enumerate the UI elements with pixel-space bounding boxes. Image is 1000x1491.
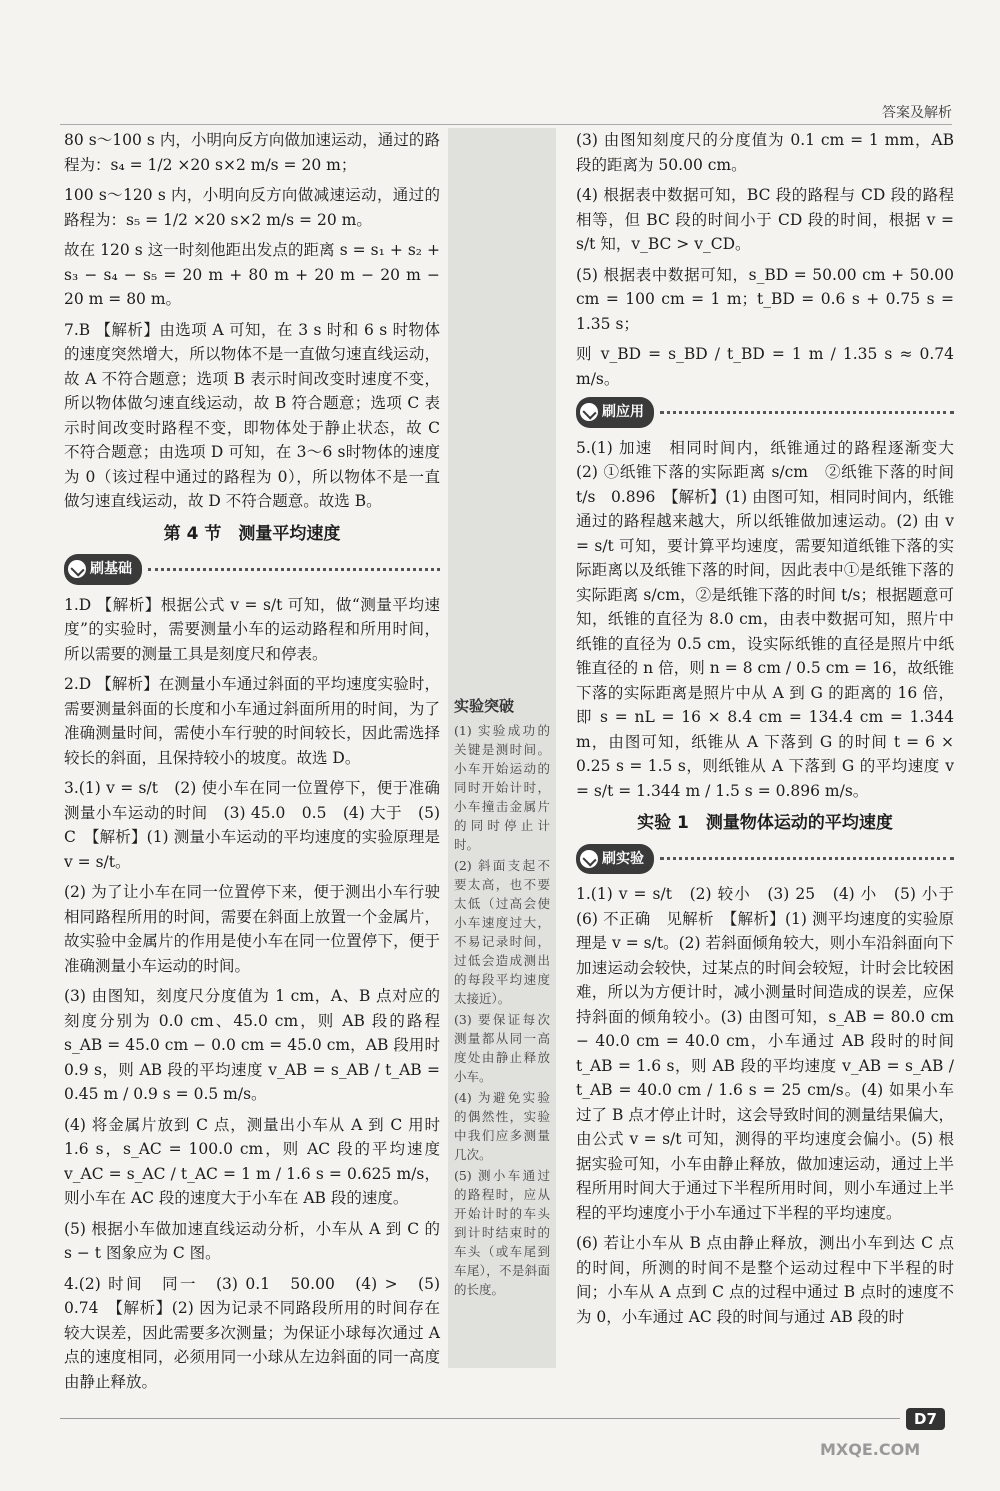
dotted-divider (660, 411, 954, 414)
side-note: (2) 斜面支起不要太高，也不要太低（过高会使小车速度过大，不易记录时间，过低会造成测出的每段平均速度太接近）。 (454, 857, 550, 1006)
paragraph: 故在 120 s 这一时刻他距出发点的距离 s = s₁ + s₂ + s₃ − s₄ − s₅ = 20 m + 80 m + 20 m − 20 m − 20 m = 80 m。 (64, 241, 440, 308)
side-note: (1) 实验成功的关键是测时间。小车开始运动的同时开始计时，小车撞击金属片的同时停止计时。 (454, 722, 550, 852)
paragraph: 2.D 【解析】在测量小车通过斜面的平均速度实验时，需要测量斜面的长度和小车通过斜面所用的时间，为了准确测量时间，需使小车行驶的时间较长，因此需选择较长的斜面，且保持较小的坡度。故选 D。 (64, 675, 440, 767)
paragraph: 7.B 【解析】由选项 A 可知，在 3 s 时和 6 s 时物体的速度突然增大，所以物体不是一直做匀速直线运动，故 A 不符合题意；选项 B 表示时间改变时速度不变，所以物体做匀速直线运动，故 B 符合题意；选项 C 表示时间改变时路程不变，即物体处于静止状态，故 C 不符合题意；由选项 D 可知，在 3～6 s时物体的速度为 0（该过程中通过的路程为 0），所以物体不是一直做匀速直线运动，故 D 不符合题意。故选 B。 (64, 320, 440, 510)
dotted-divider (148, 568, 440, 571)
paragraph: 80 s～100 s 内，小明向反方向做加速运动，通过的路程为：s₄ = 1/2 ×20 s×2 m/s = 20 m； (64, 131, 440, 174)
badge-row-exp (576, 844, 954, 875)
paragraph: (3) 由图知刻度尺的分度值为 0.1 cm = 1 mm，AB 段的距离为 50.00 cm。 (576, 131, 954, 174)
paragraph: (2) 为了让小车在同一位置停下来，便于测出小车行驶相同路程所用的时间，需要在斜面上放置一个金属片，故实验中金属片的作用是使小车在同一位置停下，便于准确测量小车运动的时间。 (64, 883, 440, 975)
check-icon (580, 403, 598, 421)
side-title: 实验突破 (454, 697, 515, 715)
side-column (448, 690, 556, 1301)
header-label: 答案及解析 (882, 105, 952, 121)
paragraph: 则 v_BD = s_BD / t_BD = 1 m / 1.35 s ≈ 0.74 m/s。 (576, 345, 954, 388)
side-note: (4) 为避免实验的偶然性，实验中我们应多测量几次。 (454, 1089, 550, 1162)
badge-row-apply (576, 397, 954, 428)
left-column (64, 128, 440, 1400)
badge-label: 刷应用 (602, 404, 644, 420)
page-number: D7 (906, 1408, 945, 1430)
paragraph: 100 s～120 s 内，小明向反方向做减速运动，通过的路程为：s₅ = 1/2 ×20 s×2 m/s = 20 m。 (64, 186, 440, 229)
paragraph: (4) 将金属片放到 C 点，测量出小车从 A 到 C 用时 1.6 s，s_AC = 100.0 cm，则 AC 段的平均速度 v_AC = s_AC / t_AC = 1 m / 1.6 s = 0.625 m/s，则小车在 AC 段的速度大于小车在 AB 段的速度。 (64, 1115, 440, 1207)
paragraph: 1.(1) v = s/t (2) 较小 (3) 25 (4) 小 (5) 小于 (6) 不正确 见解析 【解析】(1) 测平均速度的实验原理是 v = s/t。(2) 若斜面倾角较大，则小车沿斜面向下加速运动会较快，过某点的时间会较短，计时会比较困难，所以为方便计时，减小测量时间造成的误差，应保持斜面的倾角较小。(3) 由图可知，s_AB = 80.0 cm − 40.0 cm = 40.0 cm，小车通过 AB 段时的时间 t_AB = 1.6 s，则 AB 段的平均速度 v_AB = s_AB / t_AB = 40.0 cm / 1.6 s = 25 cm/s。(4) 如果小车过了 B 点才停止计时，这会导致时间的测量结果偏大，由公式 v = s/t 可知，测得的平均速度会偏小。(5) 根据实验可知，小车由静止释放，做加速运动，通过上半程所用时间大于通过下半程所用时间，则小车通过上半程的平均速度小于小车通过下半程的平均速度。 (576, 885, 970, 1222)
right-column (576, 128, 970, 1335)
paragraph: (5) 根据小车做加速直线运动分析，小车从 A 到 C 的 s − t 图象应为 C 图。 (64, 1219, 440, 1262)
header-divider (60, 124, 952, 125)
check-icon (580, 850, 598, 868)
badge-row-basic (64, 554, 440, 585)
badge-basic (64, 554, 142, 585)
dotted-divider (660, 857, 954, 860)
side-note: (3) 要保证每次测量都从同一高度处由静止释放小车。 (454, 1011, 550, 1084)
section-title: 第 4 节 测量平均速度 (163, 523, 341, 544)
side-note: (5) 测小车通过的路程时，应从开始计时的车头到计时结束时的车头（或车尾到车尾），不是斜面的长度。 (454, 1167, 550, 1297)
badge-exp (576, 844, 654, 875)
paragraph: 4.(2) 时间 同一 (3) 0.1 50.00 (4) > (5) 0.74 【解析】(2) 因为记录不同路段所用的时间存在较大误差，因此需要多次测量；为保证小球每次通过 A 点的速度相同，必须用同一小球从左边斜面的同一高度由静止释放。 (64, 1274, 440, 1391)
page-divider (60, 1418, 900, 1419)
paragraph: (3) 由图知，刻度尺分度值为 1 cm，A、B 点对应的刻度分别为 0.0 cm、45.0 cm，则 AB 段的路程 s_AB = 45.0 cm − 0.0 cm = 45.0 cm，AB 段用时 0.9 s，则 AB 段的平均速度 v_AB = s_AB / t_AB = 0.45 m / 0.9 s = 0.5 m/s。 (64, 987, 440, 1103)
check-icon (68, 560, 86, 578)
side-notes (454, 721, 550, 1299)
watermark: MXQE.COM (820, 1440, 921, 1459)
paragraph: (5) 根据表中数据可知，s_BD = 50.00 cm + 50.00 cm = 100 cm = 1 m；t_BD = 0.6 s + 0.75 s = 1.35 s； (576, 265, 954, 333)
badge-label: 刷基础 (90, 561, 132, 577)
paragraph: (4) 根据表中数据可知，BC 段的路程与 CD 段的路程相等，但 BC 段的时间小于 CD 段的时间，根据 v = s/t 知，v_BC > v_CD。 (576, 186, 954, 253)
paragraph: 1.D 【解析】根据公式 v = s/t 可知，做“测量平均速度”的实验时，需要测量小车的运动路程和所用时间，所以需要的测量工具是刻度尺和停表。 (64, 595, 440, 663)
badge-label: 刷实验 (602, 850, 644, 867)
badge-apply (576, 397, 654, 428)
section-title: 实验 1 测量物体运动的平均速度 (637, 813, 893, 833)
paragraph: 3.(1) v = s/t (2) 使小车在同一位置停下，便于准确测量小车运动的时间 (3) 45.0 0.5 (4) 大于 (5) C 【解析】(1) 测量小车运动的平均速度的实验原理是 v = s/t。 (64, 779, 440, 871)
paragraph: 5.(1) 加速 相同时间内，纸锥通过的路程逐渐变大 (2) ①纸锥下落的实际距离 s/cm ②纸锥下落的时间 t/s 0.896 【解析】(1) 由图可知，相同时间内，纸锥通过的路程越来越大，所以纸锥做加速运动。(2) 由 v = s/t 可知，要计算平均速度，需要知道纸锥下落的实际距离以及纸锥下落的时间，因此表中①是纸锥下落的实际距离 s/cm，②是纸锥下落的时间 t/s；根据题意可知，纸锥的直径为 8.0 cm，由表中数据可知，照片中纸锥的直径为 0.5 cm，设实际纸锥的直径是照片中纸锥直径的 n 倍，则 n = 8 cm / 0.5 cm = 16，故纸锥下落的实际距离是照片中从 A 到 G 的距离的 16 倍，即 s = nL = 16 × 8.4 cm = 134.4 cm = 1.344 m，由图可知，纸锥从 A 下落到 G 的时间 t = 6 × 0.25 s = 1.5 s，则纸锥从 A 下落到 G 的平均速度 v = s/t = 1.344 m / 1.5 s = 0.896 m/s。 (576, 438, 970, 800)
paragraph: (6) 若让小车从 B 点由静止释放，测出小车到达 C 点的时间，所测的时间不是整个运动过程中下半程的时间；小车从 A 点到 C 点的过程中通过 B 点时的速度不为 0，小车通过 AC 段的时间与通过 AB 段的时 (576, 1234, 954, 1326)
